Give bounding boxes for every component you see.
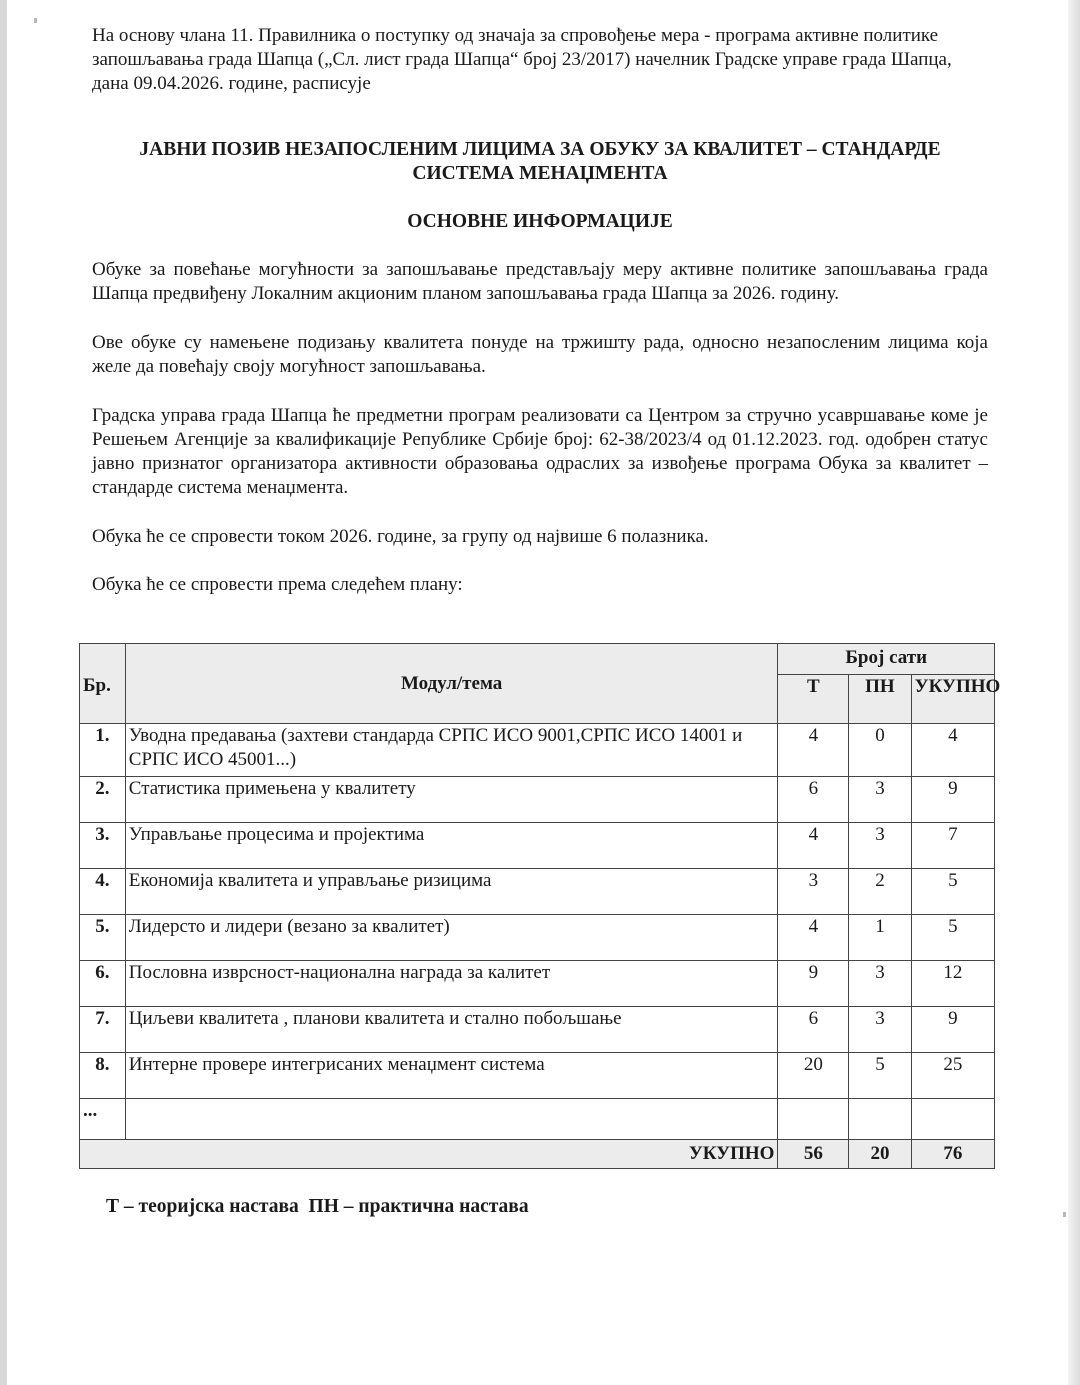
- row-module: Уводна предавања (захтеви стандарда СРПС ИСО 9001,СРПС ИСО 14001 и СРПС ИСО 45001...): [125, 724, 778, 777]
- total-practice-hours: 20: [849, 1140, 911, 1169]
- row-number: 1.: [80, 724, 126, 777]
- row-number: 2.: [80, 777, 126, 823]
- header-hours-group: Број сати: [778, 644, 995, 675]
- row-total-hours: 12: [911, 961, 994, 1007]
- header-theory: Т: [778, 675, 849, 724]
- header-total: УКУПНО: [911, 675, 994, 724]
- header-practice: ПН: [849, 675, 911, 724]
- row-number: 6.: [80, 961, 126, 1007]
- table-legend: Т – теоријска настава ПН – практична настава: [106, 1196, 529, 1217]
- row-total-empty: [911, 1099, 994, 1140]
- document-body: [92, 24, 988, 596]
- document-title: [92, 138, 988, 186]
- header-number: Бр.: [80, 644, 126, 724]
- row-theory-hours: 4: [778, 724, 849, 777]
- row-practice-hours: 3: [849, 823, 911, 869]
- row-module: Циљеви квалитета , планови квалитета и стално побољшање: [125, 1007, 778, 1053]
- row-practice-hours: 2: [849, 869, 911, 915]
- row-practice-hours: 0: [849, 724, 911, 777]
- row-total-hours: 5: [911, 869, 994, 915]
- row-practice-hours: 3: [849, 1007, 911, 1053]
- table-row: [80, 1053, 995, 1099]
- row-theory-hours: 4: [778, 915, 849, 961]
- table-row: [80, 915, 995, 961]
- table-header-row: [80, 644, 995, 675]
- row-module: Пословна изврсност-национална награда за калитет: [125, 961, 778, 1007]
- document-title-line1: ЈАВНИ ПОЗИВ НЕЗАПОСЛЕНИМ ЛИЦИМА ЗА ОБУКУ ЗА КВАЛИТЕТ – СТАНДАРДЕ: [139, 139, 941, 160]
- row-practice-hours: 1: [849, 915, 911, 961]
- row-ellipsis: ...: [80, 1099, 126, 1140]
- row-theory-hours: 9: [778, 961, 849, 1007]
- row-practice-empty: [849, 1099, 911, 1140]
- total-hours: 76: [911, 1140, 994, 1169]
- row-number: 4.: [80, 869, 126, 915]
- header-module: Модул/тема: [125, 644, 778, 724]
- table-total-row: [80, 1140, 995, 1169]
- row-number: 8.: [80, 1053, 126, 1099]
- intro-paragraph: На основу члана 11. Правилника о поступку од значаја за спровођење мера - програма активне политике запошљавања града Шапца („Сл. лист града Шапца“ број 23/2017) начелник Градске управе града Шапца, дана 09.04.2026. године, расписује: [92, 25, 952, 94]
- row-module: Лидерсто и лидери (везано за квалитет): [125, 915, 778, 961]
- scan-page-edge-left: [0, 0, 7, 1385]
- row-practice-hours: 3: [849, 961, 911, 1007]
- row-number: 5.: [80, 915, 126, 961]
- table-row: [80, 961, 995, 1007]
- row-theory-hours: 4: [778, 823, 849, 869]
- row-total-hours: 9: [911, 1007, 994, 1053]
- row-total-hours: 25: [911, 1053, 994, 1099]
- row-total-hours: 4: [911, 724, 994, 777]
- table-row-ellipsis: [80, 1099, 995, 1140]
- row-module: Управљање процесима и пројектима: [125, 823, 778, 869]
- row-theory-empty: [778, 1099, 849, 1140]
- row-theory-hours: 6: [778, 777, 849, 823]
- paragraph-schedule: Обука ће се спровести током 2026. године, за групу од највише 6 полазника.: [92, 526, 709, 547]
- row-module-empty: [125, 1099, 778, 1140]
- scan-speck: [34, 18, 37, 23]
- row-practice-hours: 5: [849, 1053, 911, 1099]
- row-theory-hours: 20: [778, 1053, 849, 1099]
- total-label: УКУПНО: [80, 1140, 778, 1169]
- row-total-hours: 7: [911, 823, 994, 869]
- table-row: [80, 777, 995, 823]
- row-theory-hours: 6: [778, 1007, 849, 1053]
- row-number: 3.: [80, 823, 126, 869]
- table-row: [80, 823, 995, 869]
- table-row: [80, 1007, 995, 1053]
- training-plan-table: [79, 643, 1001, 1169]
- row-module: Интерне провере интегрисаних менаџмент система: [125, 1053, 778, 1099]
- row-theory-hours: 3: [778, 869, 849, 915]
- plan-label: Обука ће се спровести према следећем плану:: [92, 574, 463, 595]
- row-practice-hours: 3: [849, 777, 911, 823]
- paragraph-provider: Градска управа града Шапца ће предметни програм реализовати са Центром за стручно усавршавање коме је Решењем Агенције за квалификације Републике Србије број: 62-38/2023/4 од 01.12.2023. год. одобрен статус јавно признатог организатора активности образовања одраслих за извођење програма Обука за квалитет – стандарде система менаџмента.: [92, 405, 988, 498]
- row-module: Статистика примењена у квалитету: [125, 777, 778, 823]
- table-row: [80, 869, 995, 915]
- document-title-line2: СИСТЕМА МЕНАЏМЕНТА: [412, 163, 668, 184]
- row-module: Економија квалитета и управљање ризицима: [125, 869, 778, 915]
- table-row: [80, 724, 995, 777]
- row-total-hours: 5: [911, 915, 994, 961]
- row-total-hours: 9: [911, 777, 994, 823]
- scan-page-edge-right: [1068, 0, 1080, 1385]
- paragraph-purpose: Обуке за повећање могућности за запошљавање представљају меру активне политике запошљавања града Шапца предвиђену Локалним акционим планом запошљавања града Шапца за 2026. годину.: [92, 259, 988, 304]
- row-number: 7.: [80, 1007, 126, 1053]
- total-theory-hours: 56: [778, 1140, 849, 1169]
- section-heading: ОСНОВНЕ ИНФОРМАЦИЈЕ: [407, 211, 673, 232]
- paragraph-target: Ове обуке су намењене подизању квалитета понуде на тржишту рада, односно незапосленим лицима која желе да повећају своју могућност запошљавања.: [92, 332, 988, 377]
- scan-speck: [1063, 1212, 1066, 1217]
